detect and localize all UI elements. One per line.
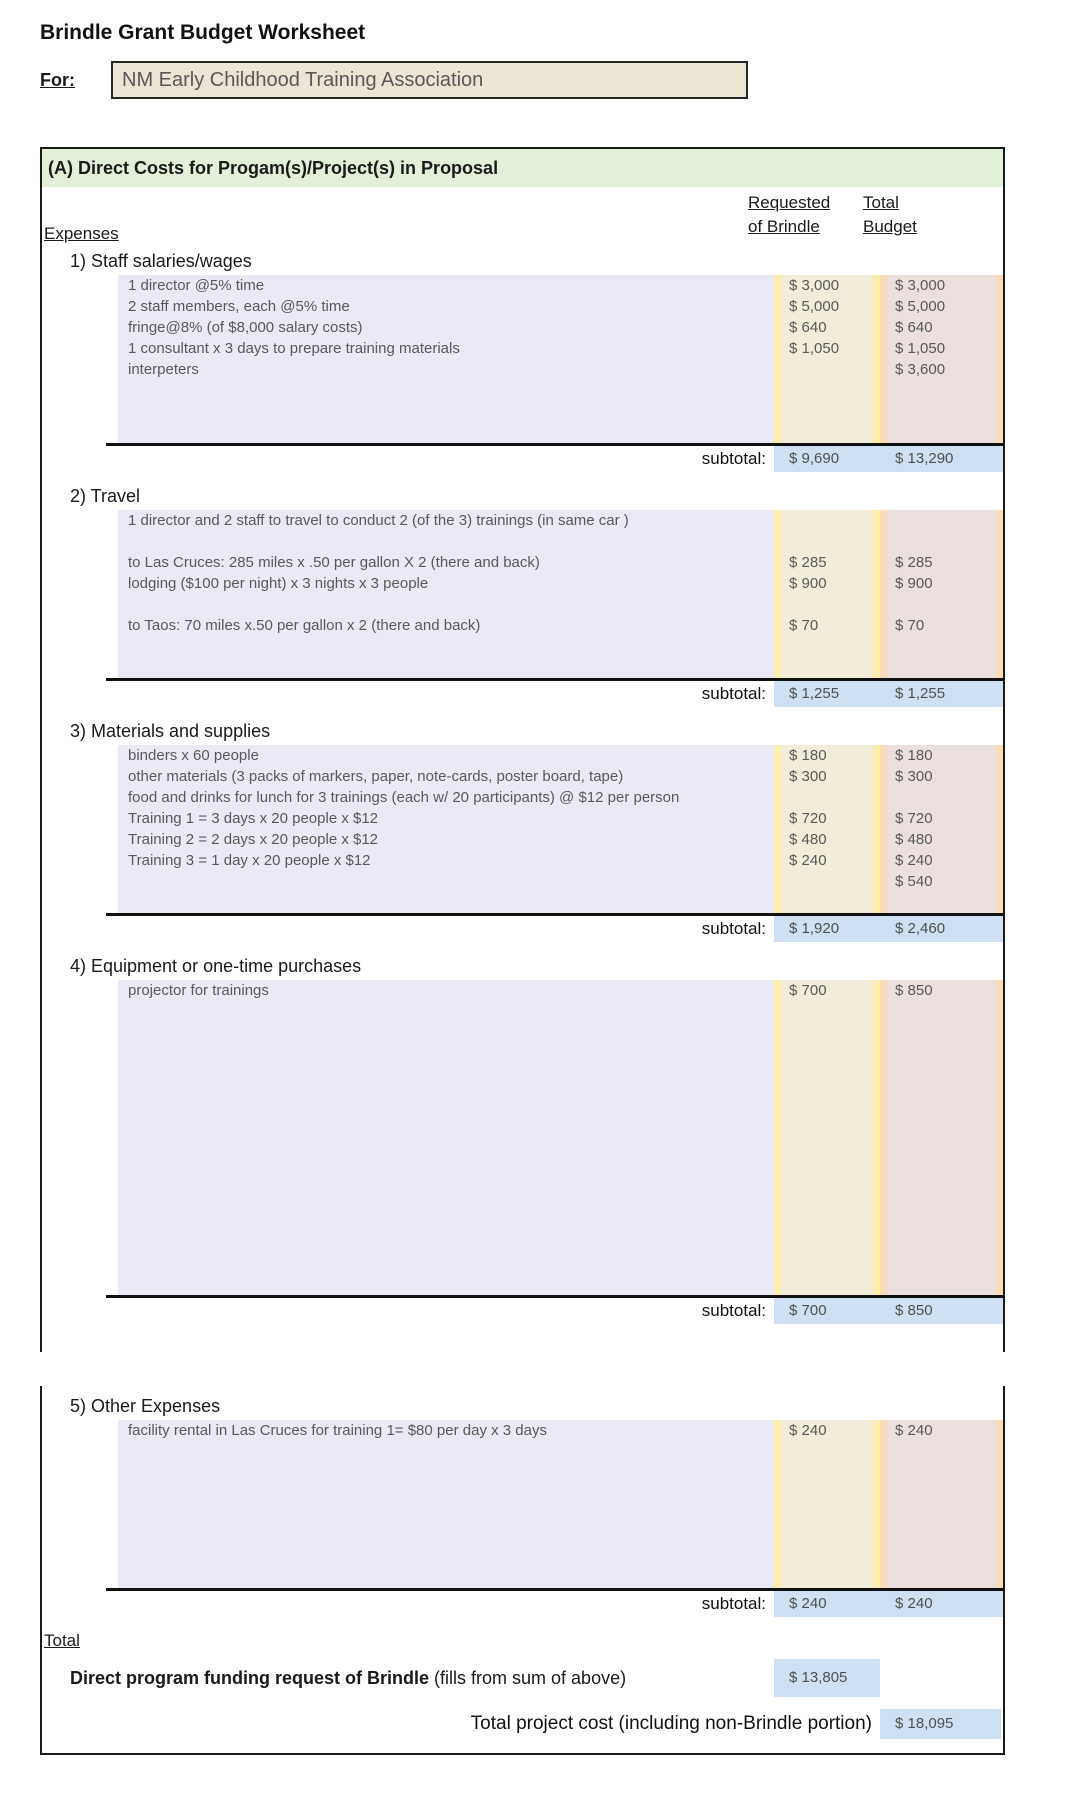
expense-desc-cell[interactable] — [118, 401, 774, 422]
expense-desc-cell[interactable] — [118, 636, 774, 657]
subtotal-requested-cell[interactable]: $ 700 — [789, 1302, 827, 1319]
project-cost-row — [42, 1709, 1003, 1739]
requested-amount-cell[interactable] — [781, 1232, 873, 1253]
total-amount-cell[interactable]: $ 720 — [895, 810, 933, 827]
requested-amount-cell[interactable]: $ 70 — [789, 617, 819, 634]
total-amount-cell[interactable]: $ 3,000 — [895, 277, 946, 294]
expense-desc-cell[interactable] — [118, 1232, 774, 1253]
total-amount-cell[interactable] — [887, 1169, 996, 1190]
expense-desc-cell[interactable]: facility rental in Las Cruces for training 1= $80 per day x 3 days — [128, 1422, 547, 1439]
expense-desc-cell[interactable]: Training 2 = 2 days x 20 people x $12 — [128, 831, 379, 848]
requested-amount-cell[interactable]: $ 300 — [789, 768, 827, 785]
total-amount-cell[interactable]: $ 240 — [895, 852, 933, 869]
expense-desc-cell[interactable] — [118, 1169, 774, 1190]
requested-amount-cell[interactable] — [781, 1190, 873, 1211]
total-amount-cell[interactable] — [887, 657, 996, 678]
section-items — [42, 1420, 1003, 1588]
section-title: 2) Travel — [70, 486, 141, 506]
expense-desc-cell[interactable]: to Las Cruces: 285 miles x .50 per gallon X 2 (there and back) — [128, 554, 540, 571]
requested-column — [774, 980, 880, 1295]
requested-amount-cell[interactable] — [781, 380, 873, 401]
total-amount-cell[interactable]: $ 3,600 — [895, 361, 946, 378]
subtotal-strip — [774, 916, 1003, 942]
description-column — [118, 1420, 774, 1588]
total-amount-cell[interactable]: $ 640 — [895, 319, 933, 336]
total-amount-cell[interactable] — [887, 1064, 996, 1085]
requested-amount-cell[interactable] — [781, 1253, 873, 1274]
requested-amount-cell[interactable] — [781, 871, 873, 892]
total-amount-cell[interactable]: $ 480 — [895, 831, 933, 848]
expense-desc-cell[interactable] — [118, 1441, 774, 1462]
other-expenses-box — [40, 1386, 1005, 1755]
requested-amount-cell[interactable] — [781, 1169, 873, 1190]
expense-desc-cell[interactable] — [118, 657, 774, 678]
subtotal-row — [106, 913, 1003, 942]
requested-header-line1: Requested — [748, 193, 831, 212]
requested-column — [774, 510, 880, 678]
requested-amount-cell[interactable] — [781, 1567, 873, 1588]
total-amount-cell[interactable] — [887, 594, 996, 615]
subtotal-label: subtotal: — [701, 1301, 766, 1320]
requested-amount-cell[interactable] — [781, 1106, 873, 1127]
total-amount-cell[interactable] — [887, 1148, 996, 1169]
requested-amount-cell[interactable] — [781, 1483, 873, 1504]
requested-column — [774, 275, 880, 443]
section-title: 1) Staff salaries/wages — [70, 251, 252, 271]
expense-desc-cell[interactable]: 1 director and 2 staff to travel to conduct 2 (of the 3) trainings (in same car ) — [128, 512, 629, 529]
requested-amount-cell[interactable] — [781, 1274, 873, 1295]
section-a-header: (A) Direct Costs for Progam(s)/Project(s) in Proposal — [42, 149, 1003, 187]
expense-desc-cell[interactable] — [118, 1546, 774, 1567]
requested-amount-cell[interactable] — [781, 1441, 873, 1462]
requested-amount-cell[interactable] — [781, 1127, 873, 1148]
section-title: 4) Equipment or one-time purchases — [70, 956, 362, 976]
total-amount-cell[interactable] — [887, 1190, 996, 1211]
subtotal-requested-cell[interactable]: $ 9,690 — [789, 450, 840, 467]
requested-amount-cell[interactable] — [781, 1148, 873, 1169]
requested-amount-cell[interactable] — [781, 657, 873, 678]
section-title: 5) Other Expenses — [70, 1396, 221, 1416]
total-amount-cell[interactable] — [887, 510, 996, 531]
subtotal-strip — [774, 681, 1003, 707]
expense-desc-cell[interactable] — [118, 1127, 774, 1148]
expense-desc-cell[interactable] — [118, 1567, 774, 1588]
total-amount-cell[interactable] — [887, 787, 996, 808]
requested-amount-cell[interactable]: $ 3,000 — [789, 277, 840, 294]
subtotal-requested-cell[interactable]: $ 1,255 — [789, 685, 840, 702]
total-amount-cell[interactable]: $ 70 — [895, 617, 925, 634]
direct-funding-value-cell[interactable]: $ 13,805 — [774, 1659, 880, 1697]
expense-desc-cell[interactable] — [118, 1085, 774, 1106]
subtotal-total-cell[interactable]: $ 850 — [895, 1302, 933, 1319]
expense-desc-cell[interactable] — [118, 1043, 774, 1064]
budget-section — [42, 1394, 1003, 1617]
requested-amount-cell[interactable]: $ 720 — [789, 810, 827, 827]
expense-desc-cell[interactable]: projector for trainings — [128, 982, 269, 999]
requested-amount-cell[interactable] — [781, 787, 873, 808]
total-header-line2: Budget — [863, 217, 917, 236]
requested-amount-cell[interactable] — [781, 1462, 873, 1483]
total-column — [880, 1420, 1003, 1588]
total-amount-cell[interactable]: $ 540 — [895, 873, 933, 890]
expense-desc-cell[interactable] — [118, 1483, 774, 1504]
total-amount-cell[interactable] — [887, 422, 996, 443]
indent-spacer — [42, 275, 118, 443]
total-amount-cell[interactable] — [887, 401, 996, 422]
requested-column-header — [748, 191, 830, 239]
requested-amount-cell[interactable] — [781, 594, 873, 615]
indent-spacer — [42, 980, 118, 1295]
expense-desc-cell[interactable]: Training 1 = 3 days x 20 people x $12 — [128, 810, 379, 827]
subtotal-label: subtotal: — [701, 919, 766, 938]
requested-amount-cell[interactable]: $ 240 — [789, 852, 827, 869]
total-amount-cell[interactable]: $ 180 — [895, 747, 933, 764]
total-amount-cell[interactable]: $ 285 — [895, 554, 933, 571]
total-amount-cell[interactable] — [887, 1232, 996, 1253]
subtotal-row — [106, 443, 1003, 472]
total-amount-cell[interactable] — [887, 1504, 996, 1525]
subtotal-requested-cell[interactable]: $ 240 — [789, 1595, 827, 1612]
expense-desc-cell[interactable]: 2 staff members, each @5% time — [128, 298, 350, 315]
expense-desc-cell[interactable]: 1 director @5% time — [128, 277, 265, 294]
direct-funding-label-note: (fills from sum of above) — [429, 1668, 627, 1688]
total-amount-cell[interactable]: $ 850 — [895, 982, 933, 999]
total-amount-cell[interactable] — [887, 531, 996, 552]
total-amount-cell[interactable] — [887, 380, 996, 401]
expense-desc-cell[interactable]: 1 consultant x 3 days to prepare training materials — [128, 340, 460, 357]
total-amount-cell[interactable] — [887, 892, 996, 913]
expense-desc-cell[interactable] — [118, 1064, 774, 1085]
indent-spacer — [42, 745, 118, 913]
total-amount-cell[interactable]: $ 300 — [895, 768, 933, 785]
total-amount-cell[interactable] — [887, 636, 996, 657]
organization-input[interactable]: NM Early Childhood Training Association — [111, 61, 748, 99]
budget-section — [42, 719, 1003, 942]
budget-section — [42, 249, 1003, 472]
requested-amount-cell[interactable] — [781, 636, 873, 657]
page-title: Brindle Grant Budget Worksheet — [40, 21, 366, 44]
expense-desc-cell[interactable] — [118, 871, 774, 892]
requested-amount-cell[interactable] — [781, 1504, 873, 1525]
subtotal-strip — [774, 1591, 1003, 1617]
requested-amount-cell[interactable]: $ 480 — [789, 831, 827, 848]
expense-desc-cell[interactable] — [118, 1274, 774, 1295]
expense-desc-cell[interactable] — [118, 1106, 774, 1127]
requested-amount-cell[interactable]: $ 900 — [789, 575, 827, 592]
subtotal-label: subtotal: — [701, 1594, 766, 1613]
expense-desc-cell[interactable] — [118, 594, 774, 615]
column-headers — [42, 187, 1003, 245]
indent-spacer — [42, 510, 118, 678]
total-amount-cell[interactable] — [887, 1253, 996, 1274]
subtotal-total-cell[interactable]: $ 240 — [895, 1595, 933, 1612]
requested-amount-cell[interactable] — [781, 1525, 873, 1546]
total-amount-cell[interactable]: $ 5,000 — [895, 298, 946, 315]
total-amount-cell[interactable] — [887, 1483, 996, 1504]
expense-desc-cell[interactable]: lodging ($100 per night) x 3 nights x 3 people — [128, 575, 429, 592]
expense-desc-cell[interactable] — [118, 1001, 774, 1022]
expense-desc-cell[interactable] — [118, 1504, 774, 1525]
expense-desc-cell[interactable] — [118, 380, 774, 401]
subtotal-requested-cell[interactable]: $ 1,920 — [789, 920, 840, 937]
description-column — [118, 510, 774, 678]
sections-container-b — [42, 1394, 1003, 1617]
indent-spacer — [42, 1420, 118, 1588]
section-items — [42, 275, 1003, 443]
for-row — [40, 61, 1080, 99]
requested-amount-cell[interactable] — [781, 1043, 873, 1064]
expense-desc-cell[interactable] — [118, 1253, 774, 1274]
subtotal-row — [106, 1295, 1003, 1324]
total-column — [880, 980, 1003, 1295]
total-column — [880, 275, 1003, 443]
for-label: For: — [40, 69, 75, 90]
requested-amount-cell[interactable]: $ 285 — [789, 554, 827, 571]
total-amount-cell[interactable]: $ 240 — [895, 1422, 933, 1439]
requested-amount-cell[interactable] — [781, 1546, 873, 1567]
total-amount-cell[interactable]: $ 1,050 — [895, 340, 946, 357]
requested-amount-cell[interactable]: $ 5,000 — [789, 298, 840, 315]
direct-funding-row — [70, 1659, 1003, 1697]
direct-funding-label-bold: Direct program funding request of Brindle — [70, 1668, 430, 1688]
description-column — [118, 980, 774, 1295]
expense-desc-cell[interactable]: Training 3 = 1 day x 20 people x $12 — [128, 852, 371, 869]
total-amount-cell[interactable] — [887, 1106, 996, 1127]
budget-section — [42, 954, 1003, 1324]
expense-desc-cell[interactable] — [118, 1211, 774, 1232]
total-header-line1: Total — [863, 193, 899, 212]
requested-amount-cell[interactable] — [781, 510, 873, 531]
total-amount-cell[interactable] — [887, 1043, 996, 1064]
total-amount-cell[interactable] — [887, 1441, 996, 1462]
subtotal-label: subtotal: — [701, 449, 766, 468]
total-amount-cell[interactable] — [887, 1022, 996, 1043]
total-amount-cell[interactable] — [887, 1127, 996, 1148]
project-cost-value-cell[interactable]: $ 18,095 — [880, 1709, 1001, 1739]
direct-costs-box — [40, 147, 1005, 1352]
project-cost-label: Total project cost (including non-Brindle portion) — [470, 1713, 872, 1734]
requested-column — [774, 745, 880, 913]
expense-desc-cell[interactable] — [118, 422, 774, 443]
total-amount-cell[interactable] — [887, 1462, 996, 1483]
total-amount-cell[interactable] — [887, 1085, 996, 1106]
total-column-header — [863, 191, 917, 239]
description-column — [118, 745, 774, 913]
section-items — [42, 745, 1003, 913]
expense-desc-cell[interactable] — [118, 1525, 774, 1546]
subtotal-total-cell[interactable]: $ 1,255 — [895, 685, 946, 702]
section-title: 3) Materials and supplies — [70, 721, 271, 741]
total-label: Total — [44, 1631, 80, 1650]
total-amount-cell[interactable] — [887, 1567, 996, 1588]
expense-desc-cell[interactable]: other materials (3 packs of markers, paper, note-cards, poster board, tape) — [128, 768, 624, 785]
total-amount-cell[interactable] — [887, 1274, 996, 1295]
requested-amount-cell[interactable]: $ 700 — [789, 982, 827, 999]
total-column — [880, 745, 1003, 913]
expense-desc-cell[interactable]: binders x 60 people — [128, 747, 259, 764]
expense-desc-cell[interactable]: interpeters — [128, 361, 199, 378]
total-column — [880, 510, 1003, 678]
requested-amount-cell[interactable]: $ 1,050 — [789, 340, 840, 357]
expense-desc-cell[interactable] — [118, 892, 774, 913]
expense-desc-cell[interactable] — [118, 531, 774, 552]
requested-amount-cell[interactable] — [781, 1001, 873, 1022]
expense-desc-cell[interactable]: to Taos: 70 miles x.50 per gallon x 2 (there and back) — [128, 617, 481, 634]
subtotal-strip — [774, 446, 1003, 472]
requested-amount-cell[interactable] — [781, 892, 873, 913]
total-amount-cell[interactable] — [887, 1001, 996, 1022]
requested-amount-cell[interactable] — [781, 401, 873, 422]
requested-amount-cell[interactable]: $ 240 — [789, 1422, 827, 1439]
total-amount-cell[interactable] — [887, 1525, 996, 1546]
expense-desc-cell[interactable] — [118, 1022, 774, 1043]
requested-amount-cell[interactable] — [781, 531, 873, 552]
section-items — [42, 980, 1003, 1295]
requested-amount-cell[interactable] — [781, 422, 873, 443]
description-column — [118, 275, 774, 443]
expense-desc-cell[interactable]: fringe@8% (of $8,000 salary costs) — [128, 319, 363, 336]
requested-amount-cell[interactable] — [781, 1211, 873, 1232]
requested-header-line2: of Brindle — [748, 217, 820, 236]
total-amount-cell[interactable]: $ 900 — [895, 575, 933, 592]
sections-container-a — [42, 249, 1003, 1324]
subtotal-label: subtotal: — [701, 684, 766, 703]
requested-amount-cell[interactable] — [781, 1064, 873, 1085]
requested-amount-cell[interactable] — [781, 1022, 873, 1043]
total-amount-cell[interactable] — [887, 1546, 996, 1567]
subtotal-total-cell[interactable]: $ 13,290 — [895, 450, 954, 467]
requested-amount-cell[interactable] — [781, 1085, 873, 1106]
expense-desc-cell[interactable] — [118, 1462, 774, 1483]
subtotal-row — [106, 1588, 1003, 1617]
expense-desc-cell[interactable] — [118, 1190, 774, 1211]
budget-worksheet-page — [0, 20, 1080, 1755]
expense-desc-cell[interactable]: food and drinks for lunch for 3 trainings (each w/ 20 participants) @ $12 per person — [128, 789, 680, 806]
subtotal-strip — [774, 1298, 1003, 1324]
requested-amount-cell[interactable]: $ 640 — [789, 319, 827, 336]
expenses-label: Expenses — [44, 224, 119, 243]
section-items — [42, 510, 1003, 678]
expense-desc-cell[interactable] — [118, 1148, 774, 1169]
requested-amount-cell[interactable]: $ 180 — [789, 747, 827, 764]
requested-column — [774, 1420, 880, 1588]
budget-section — [42, 484, 1003, 707]
subtotal-total-cell[interactable]: $ 2,460 — [895, 920, 946, 937]
requested-amount-cell[interactable] — [781, 359, 873, 380]
subtotal-row — [106, 678, 1003, 707]
total-amount-cell[interactable] — [887, 1211, 996, 1232]
totals-area — [42, 1629, 1003, 1739]
